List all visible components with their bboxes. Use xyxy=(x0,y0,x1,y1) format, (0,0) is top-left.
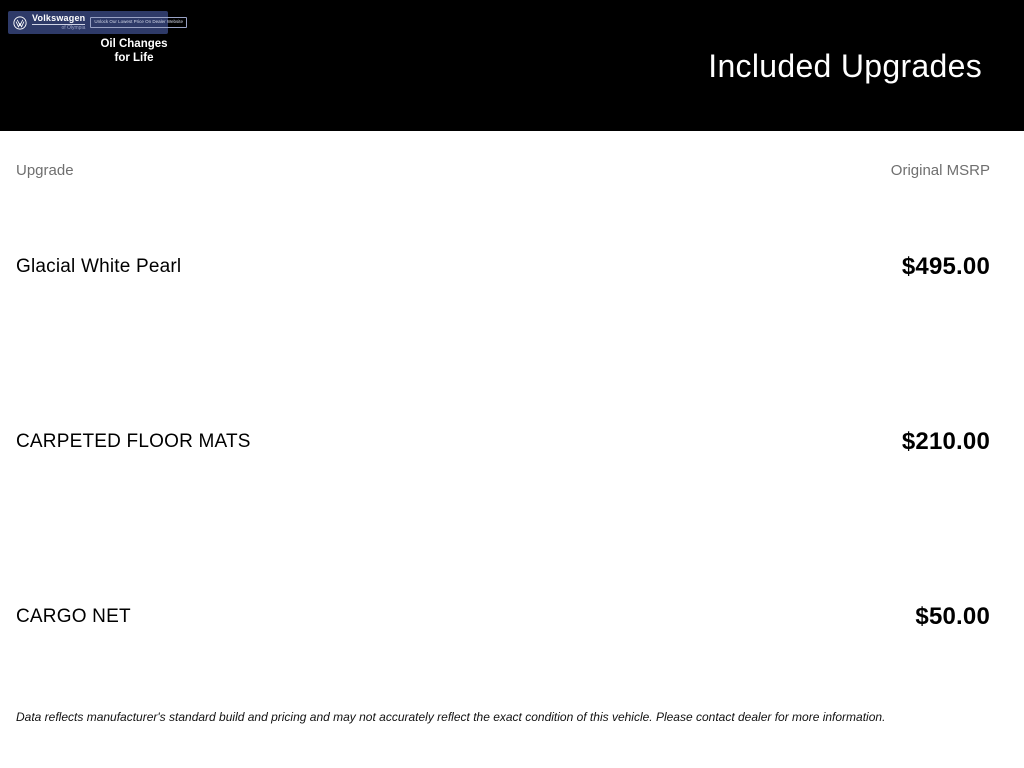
table-row xyxy=(0,529,1024,704)
dealer-brand-name: Volkswagen xyxy=(32,12,86,23)
table-row xyxy=(0,179,1024,354)
dealer-brand-block xyxy=(32,14,85,31)
page-title: Included Upgrades xyxy=(708,48,982,84)
lowest-price-cta-button[interactable]: Unlock Our Lowest Price On Dealer Website xyxy=(90,17,187,28)
disclaimer-text: Data reflects manufacturer's standard build and pricing and may not accurately reflect the exact condition of this vehicle. Please contact dealer for more information. xyxy=(16,710,886,724)
column-header-original-msrp: Original MSRP xyxy=(890,162,990,179)
upgrade-name: CARGO NET xyxy=(16,605,131,627)
upgrade-name: Glacial White Pearl xyxy=(16,255,182,277)
dealer-banner[interactable] xyxy=(8,11,184,34)
upgrade-price: $210.00 xyxy=(901,427,990,455)
tagline-line-1: Oil Changes xyxy=(100,38,168,50)
upgrade-price: $50.00 xyxy=(915,602,990,630)
oil-changes-tagline xyxy=(99,37,169,65)
upgrade-price: $495.00 xyxy=(901,252,990,280)
table-column-headers xyxy=(0,131,1024,179)
header-band xyxy=(0,0,1024,131)
upgrade-name: CARPETED FLOOR MATS xyxy=(16,430,251,452)
tagline-line-2: for Life xyxy=(114,52,154,65)
column-header-upgrade: Upgrade xyxy=(16,162,74,179)
dealer-location: of Olympia xyxy=(61,24,86,31)
vw-logo-icon xyxy=(13,16,27,30)
table-row xyxy=(0,354,1024,529)
